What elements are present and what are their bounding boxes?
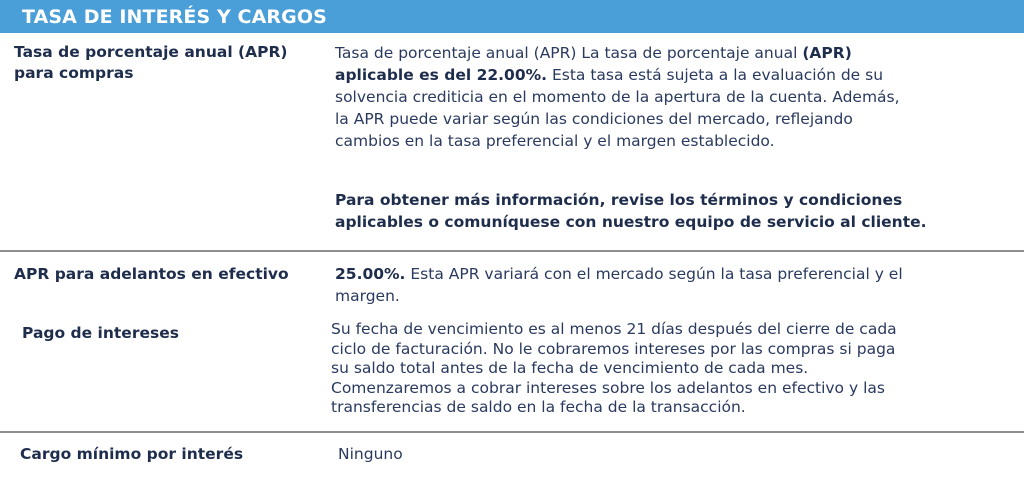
apr-efectivo-line1: 25.00%. Esta APR variará con el mercado según la tasa preferencial y el (335, 265, 903, 283)
apr-compras-line5: cambios en la tasa preferencial y el margen establecido. (335, 132, 775, 150)
section-header (0, 0, 1024, 33)
apr-compras-label (14, 42, 288, 84)
pago-intereses-line1: Su fecha de vencimiento es al menos 21 días después del cierre de cada (331, 320, 897, 338)
pago-intereses-line4: Comenzaremos a cobrar intereses sobre los adelantos en efectivo y las (331, 378, 885, 397)
pago-intereses-label: Pago de intereses (22, 324, 179, 342)
apr-efectivo-label: APR para adelantos en efectivo (14, 265, 289, 283)
divider (0, 250, 1024, 252)
cargo-minimo-value: Ninguno (338, 445, 403, 463)
cargo-minimo-label: Cargo mínimo por interés (20, 445, 244, 463)
divider (0, 431, 1024, 433)
apr-compras-line4: la APR puede variar según las condiciones del mercado, reflejando (335, 110, 853, 128)
apr-compras-line3: solvencia crediticia en el momento de la apertura de la cuenta. Además, (335, 88, 900, 106)
apr-efectivo-description (335, 263, 903, 307)
pago-intereses-line2: ciclo de facturación. No le cobraremos intereses por las compras si paga (331, 339, 896, 358)
apr-compras-label-line2: para compras (14, 64, 134, 82)
pago-intereses-line5: transferencias de saldo en la fecha de la transacción. (331, 398, 746, 416)
pago-intereses-line3: su saldo total antes de la fecha de vencimiento de cada mes. (331, 359, 809, 377)
apr-efectivo-line2: margen. (335, 287, 400, 305)
apr-compras-label-line1: Tasa de porcentaje anual (APR) (14, 43, 288, 61)
apr-compras-note-line2: aplicables o comuníquese con nuestro equipo de servicio al cliente. (335, 213, 927, 231)
apr-compras-note-line1: Para obtener más información, revise los términos y condiciones (335, 191, 903, 209)
section-title: TASA DE INTERÉS Y CARGOS (22, 6, 327, 28)
apr-compras-line1: Tasa de porcentaje anual (APR) La tasa de porcentaje anual (APR) (335, 44, 852, 62)
pago-intereses-description (331, 320, 897, 418)
apr-compras-description (335, 42, 900, 152)
apr-compras-line2: aplicable es del 22.00%. Esta tasa está sujeta a la evaluación de su (335, 66, 884, 84)
apr-compras-note (335, 189, 927, 233)
